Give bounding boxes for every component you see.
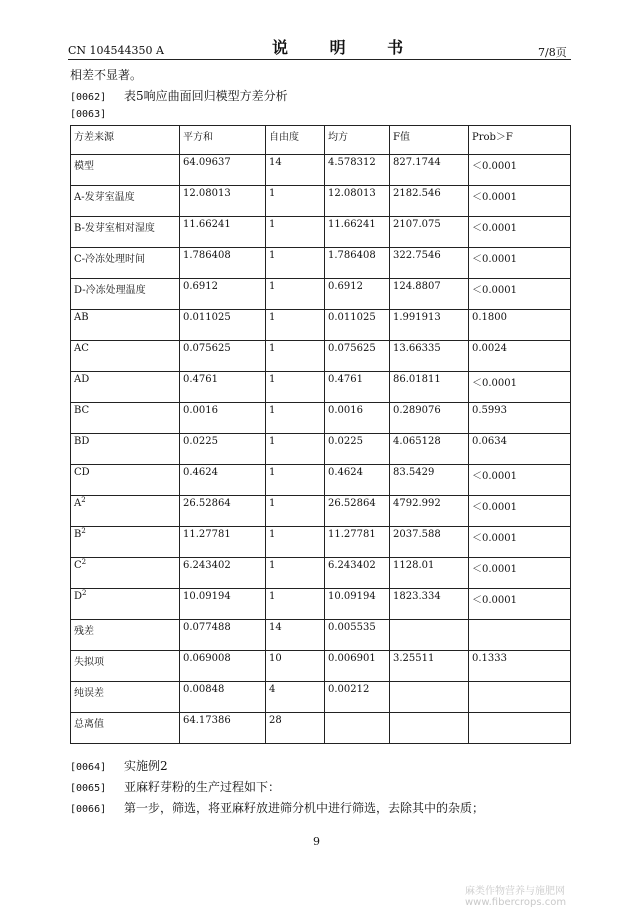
cell-degrees-of-freedom <box>266 713 325 744</box>
cell-degrees-of-freedom-text: 1 <box>269 219 276 230</box>
cell-sum-of-squares <box>180 310 266 341</box>
cell-f-value-text: 4.065128 <box>393 436 441 447</box>
cell-source <box>71 372 180 403</box>
cell-sum-of-squares-text: 0.6912 <box>183 281 218 292</box>
cell-prob-f-text: ＜0.0001 <box>472 254 517 265</box>
cell-mean-square-text: 12.08013 <box>328 188 376 199</box>
cell-source <box>71 155 180 186</box>
cell-degrees-of-freedom-text: 14 <box>269 157 282 168</box>
table-row <box>71 155 571 186</box>
cell-sum-of-squares <box>180 434 266 465</box>
cell-degrees-of-freedom <box>266 527 325 558</box>
cell-f-value <box>390 620 469 651</box>
cell-degrees-of-freedom <box>266 403 325 434</box>
cell-prob-f-text: ＜0.0001 <box>472 285 517 296</box>
cell-degrees-of-freedom <box>266 217 325 248</box>
cell-prob-f <box>469 186 571 217</box>
cell-source <box>71 341 180 372</box>
table-row <box>71 713 571 744</box>
cell-degrees-of-freedom <box>266 155 325 186</box>
cell-mean-square-text: 11.66241 <box>328 219 376 230</box>
cell-mean-square <box>325 341 390 372</box>
cell-degrees-of-freedom-text: 4 <box>269 684 276 695</box>
cell-source-text: 总离值 <box>74 719 104 730</box>
cell-source-text: 纯误差 <box>74 688 104 699</box>
cell-degrees-of-freedom <box>266 558 325 589</box>
cell-prob-f <box>469 341 571 372</box>
table-row <box>71 248 571 279</box>
cell-prob-f <box>469 155 571 186</box>
cell-degrees-of-freedom-text: 1 <box>269 343 276 354</box>
cell-sum-of-squares-text: 12.08013 <box>183 188 231 199</box>
cell-f-value-text: 86.01811 <box>393 374 441 385</box>
cell-mean-square <box>325 372 390 403</box>
cell-degrees-of-freedom-text: 1 <box>269 591 276 602</box>
cell-mean-square-text: 1.786408 <box>328 250 376 261</box>
cell-degrees-of-freedom <box>266 496 325 527</box>
page-indicator: 7/8页 <box>538 46 567 59</box>
cell-mean-square-text: 0.005535 <box>328 622 376 633</box>
cell-sum-of-squares <box>180 403 266 434</box>
cell-source <box>71 186 180 217</box>
table-row <box>71 186 571 217</box>
cell-sum-of-squares-text: 26.52864 <box>183 498 231 509</box>
cell-sum-of-squares <box>180 372 266 403</box>
cell-f-value-text: 124.8807 <box>393 281 441 292</box>
cell-prob-f-text: 0.1800 <box>472 312 507 323</box>
cell-sum-of-squares-text: 1.786408 <box>183 250 231 261</box>
paragraph-tag: [0062] <box>70 92 107 103</box>
cell-f-value-text: 0.289076 <box>393 405 441 416</box>
cell-prob-f <box>469 558 571 589</box>
cell-degrees-of-freedom <box>266 248 325 279</box>
publication-number: CN 104544350 A <box>68 44 164 57</box>
cell-sum-of-squares-text: 0.011025 <box>183 312 231 323</box>
cell-sum-of-squares-text: 0.0225 <box>183 436 218 447</box>
page-number: 9 <box>313 835 320 848</box>
paragraph-0062 <box>70 87 288 104</box>
cell-f-value <box>390 341 469 372</box>
cell-f-value <box>390 155 469 186</box>
cell-sum-of-squares-text: 0.0016 <box>183 405 218 416</box>
paragraph-tag: [0065] <box>70 783 107 794</box>
cell-source-text: D-冷冻处理温度 <box>74 285 146 296</box>
superscript: 2 <box>82 589 87 597</box>
cell-mean-square <box>325 279 390 310</box>
cell-f-value-text: 2182.546 <box>393 188 441 199</box>
cell-source-text: BD <box>74 436 90 447</box>
table-row <box>71 496 571 527</box>
cell-prob-f-text: ＜0.0001 <box>472 161 517 172</box>
cell-source-text: A-发芽室温度 <box>74 192 135 203</box>
header-prob-f: Prob＞F <box>469 126 571 155</box>
cell-prob-f-text: ＜0.0001 <box>472 595 517 606</box>
cell-sum-of-squares <box>180 651 266 682</box>
cell-source <box>71 527 180 558</box>
cell-f-value <box>390 651 469 682</box>
cell-source <box>71 496 180 527</box>
cell-mean-square <box>325 248 390 279</box>
variance-table <box>70 125 571 744</box>
cell-source <box>71 713 180 744</box>
cell-sum-of-squares <box>180 558 266 589</box>
table-header-row <box>71 126 571 155</box>
cell-f-value-text: 1.991913 <box>393 312 441 323</box>
document-title: 说 明 书 <box>272 38 422 57</box>
cell-source <box>71 589 180 620</box>
cell-mean-square <box>325 496 390 527</box>
cell-mean-square-text: 10.09194 <box>328 591 376 602</box>
cell-mean-square <box>325 434 390 465</box>
cell-sum-of-squares-text: 0.069008 <box>183 653 231 664</box>
cell-prob-f <box>469 527 571 558</box>
cell-f-value <box>390 434 469 465</box>
superscript: 2 <box>81 527 86 535</box>
cell-mean-square <box>325 682 390 713</box>
cell-f-value-text: 1823.334 <box>393 591 441 602</box>
cell-mean-square <box>325 558 390 589</box>
cell-f-value <box>390 589 469 620</box>
cell-prob-f-text: ＜0.0001 <box>472 378 517 389</box>
cell-degrees-of-freedom <box>266 372 325 403</box>
header-degrees-of-freedom: 自由度 <box>266 126 325 155</box>
cell-sum-of-squares <box>180 248 266 279</box>
table-row <box>71 372 571 403</box>
cell-degrees-of-freedom-text: 1 <box>269 405 276 416</box>
cell-f-value <box>390 248 469 279</box>
cell-f-value <box>390 217 469 248</box>
cell-mean-square-text: 11.27781 <box>328 529 376 540</box>
cell-degrees-of-freedom <box>266 310 325 341</box>
cell-f-value <box>390 527 469 558</box>
cell-degrees-of-freedom <box>266 620 325 651</box>
cell-prob-f <box>469 372 571 403</box>
cell-prob-f <box>469 217 571 248</box>
paragraph-0065 <box>70 778 280 795</box>
cell-degrees-of-freedom <box>266 651 325 682</box>
table-caption: 表5响应曲面回归模型方差分析 <box>124 89 288 103</box>
cell-degrees-of-freedom <box>266 465 325 496</box>
cell-f-value <box>390 713 469 744</box>
paragraph-text: 亚麻籽芽粉的生产过程如下： <box>124 780 281 794</box>
table-row <box>71 620 571 651</box>
cell-sum-of-squares <box>180 279 266 310</box>
paragraph-0066 <box>70 799 484 816</box>
table-row <box>71 682 571 713</box>
paragraph-tag: [0063] <box>70 109 107 120</box>
cell-prob-f <box>469 248 571 279</box>
cell-degrees-of-freedom-text: 1 <box>269 312 276 323</box>
cell-prob-f-text: ＜0.0001 <box>472 564 517 575</box>
cell-prob-f <box>469 589 571 620</box>
cell-f-value-text: 827.1744 <box>393 157 441 168</box>
table-row <box>71 279 571 310</box>
cell-prob-f <box>469 496 571 527</box>
cell-f-value <box>390 403 469 434</box>
cell-mean-square <box>325 186 390 217</box>
cell-mean-square-text: 4.578312 <box>328 157 376 168</box>
cell-source-text: 模型 <box>74 161 94 172</box>
cell-mean-square <box>325 527 390 558</box>
superscript: 2 <box>81 496 86 504</box>
cell-sum-of-squares-text: 0.4761 <box>183 374 218 385</box>
cell-prob-f <box>469 713 571 744</box>
cell-degrees-of-freedom-text: 14 <box>269 622 282 633</box>
cell-mean-square-text: 0.0016 <box>328 405 363 416</box>
cell-prob-f-text: ＜0.0001 <box>472 192 517 203</box>
cell-prob-f <box>469 310 571 341</box>
cell-mean-square <box>325 310 390 341</box>
cell-mean-square-text: 0.00212 <box>328 684 370 695</box>
cell-f-value <box>390 372 469 403</box>
cell-source <box>71 248 180 279</box>
cell-sum-of-squares <box>180 217 266 248</box>
cell-mean-square <box>325 651 390 682</box>
table-row <box>71 403 571 434</box>
header-source: 方差来源 <box>71 126 180 155</box>
cell-mean-square <box>325 589 390 620</box>
cell-sum-of-squares <box>180 341 266 372</box>
cell-f-value-text: 322.7546 <box>393 250 441 261</box>
cell-prob-f <box>469 434 571 465</box>
cell-source <box>71 620 180 651</box>
table-row <box>71 217 571 248</box>
header-sum-of-squares: 平方和 <box>180 126 266 155</box>
cell-mean-square-text: 26.52864 <box>328 498 376 509</box>
section-heading: 实施例2 <box>124 759 168 773</box>
cell-mean-square-text: 0.006901 <box>328 653 376 664</box>
cell-source-text: 失拟项 <box>74 657 104 668</box>
cell-f-value <box>390 682 469 713</box>
cell-source <box>71 217 180 248</box>
cell-sum-of-squares-text: 0.077488 <box>183 622 231 633</box>
watermark: 麻类作物营养与施肥网 www.fibercrops.com <box>465 886 567 908</box>
cell-source-text: CD <box>74 467 90 478</box>
cell-prob-f-text: ＜0.0001 <box>472 223 517 234</box>
cell-mean-square-text: 0.4761 <box>328 374 363 385</box>
header-f-value: F值 <box>390 126 469 155</box>
table-body <box>71 155 571 744</box>
header-rule <box>68 59 571 60</box>
superscript: 2 <box>81 558 87 566</box>
cell-prob-f <box>469 465 571 496</box>
table-row <box>71 651 571 682</box>
cell-sum-of-squares-text: 10.09194 <box>183 591 231 602</box>
cell-prob-f-text: ＜0.0001 <box>472 471 517 482</box>
cell-source-text: BC <box>74 405 90 416</box>
cell-degrees-of-freedom <box>266 279 325 310</box>
table-row <box>71 558 571 589</box>
cell-source-text: B <box>74 529 82 540</box>
cell-degrees-of-freedom <box>266 682 325 713</box>
intro-line: 相差不显著。 <box>70 68 143 82</box>
cell-f-value <box>390 496 469 527</box>
cell-f-value-text: 4792.992 <box>393 498 441 509</box>
cell-source <box>71 434 180 465</box>
cell-sum-of-squares-text: 11.27781 <box>183 529 231 540</box>
paragraph-text: 第一步，筛选，将亚麻籽放进筛分机中进行筛选，去除其中的杂质； <box>124 801 485 815</box>
cell-source <box>71 403 180 434</box>
cell-sum-of-squares <box>180 496 266 527</box>
cell-f-value <box>390 279 469 310</box>
cell-source-text: C <box>74 560 82 571</box>
cell-mean-square <box>325 217 390 248</box>
cell-degrees-of-freedom <box>266 186 325 217</box>
cell-prob-f <box>469 651 571 682</box>
cell-prob-f <box>469 682 571 713</box>
table-row <box>71 527 571 558</box>
cell-degrees-of-freedom-text: 1 <box>269 188 276 199</box>
cell-sum-of-squares <box>180 527 266 558</box>
cell-f-value <box>390 465 469 496</box>
cell-degrees-of-freedom-text: 1 <box>269 250 276 261</box>
cell-source <box>71 310 180 341</box>
cell-source <box>71 465 180 496</box>
cell-degrees-of-freedom-text: 1 <box>269 498 276 509</box>
cell-f-value-text: 3.25511 <box>393 653 435 664</box>
cell-mean-square <box>325 620 390 651</box>
cell-degrees-of-freedom <box>266 589 325 620</box>
paragraph-tag: [0066] <box>70 804 107 815</box>
cell-prob-f-text: 0.5993 <box>472 405 507 416</box>
header-mean-square: 均方 <box>325 126 390 155</box>
cell-degrees-of-freedom-text: 1 <box>269 529 276 540</box>
paragraph-tag: [0064] <box>70 762 107 773</box>
cell-prob-f <box>469 279 571 310</box>
cell-sum-of-squares-text: 0.075625 <box>183 343 231 354</box>
cell-prob-f-text: 0.0024 <box>472 343 507 354</box>
cell-sum-of-squares-text: 0.4624 <box>183 467 218 478</box>
cell-sum-of-squares-text: 11.66241 <box>183 219 231 230</box>
cell-f-value <box>390 310 469 341</box>
cell-mean-square-text: 6.243402 <box>328 560 376 571</box>
cell-source <box>71 558 180 589</box>
cell-degrees-of-freedom-text: 1 <box>269 436 276 447</box>
cell-mean-square <box>325 403 390 434</box>
cell-mean-square-text: 0.011025 <box>328 312 376 323</box>
paragraph-0064 <box>70 757 168 774</box>
cell-sum-of-squares <box>180 682 266 713</box>
cell-mean-square <box>325 465 390 496</box>
cell-source <box>71 279 180 310</box>
cell-sum-of-squares-text: 64.17386 <box>183 715 231 726</box>
cell-mean-square-text: 0.075625 <box>328 343 376 354</box>
table-row <box>71 341 571 372</box>
cell-source-text: D <box>74 591 83 602</box>
cell-sum-of-squares <box>180 589 266 620</box>
cell-mean-square-text: 0.0225 <box>328 436 363 447</box>
cell-f-value-text: 2107.075 <box>393 219 441 230</box>
cell-f-value <box>390 558 469 589</box>
cell-source <box>71 651 180 682</box>
cell-source-text: A <box>74 498 82 509</box>
cell-f-value-text: 13.66335 <box>393 343 441 354</box>
table-row <box>71 434 571 465</box>
cell-source-text: AC <box>74 343 89 354</box>
cell-prob-f-text: ＜0.0001 <box>472 502 517 513</box>
cell-source-text: C-冷冻处理时间 <box>74 254 146 265</box>
cell-sum-of-squares <box>180 155 266 186</box>
cell-prob-f-text: 0.0634 <box>472 436 507 447</box>
cell-source-text: AB <box>74 312 89 323</box>
cell-degrees-of-freedom-text: 1 <box>269 467 276 478</box>
cell-source <box>71 682 180 713</box>
cell-f-value <box>390 186 469 217</box>
paragraph-0063 <box>70 107 124 120</box>
cell-f-value-text: 1128.01 <box>393 560 435 571</box>
cell-source-text: 残差 <box>74 626 94 637</box>
cell-mean-square-text: 0.4624 <box>328 467 363 478</box>
cell-source-text: AD <box>74 374 90 385</box>
cell-degrees-of-freedom <box>266 341 325 372</box>
cell-prob-f <box>469 403 571 434</box>
cell-degrees-of-freedom-text: 1 <box>269 560 276 571</box>
cell-degrees-of-freedom-text: 1 <box>269 281 276 292</box>
page-header <box>0 0 639 62</box>
cell-degrees-of-freedom-text: 1 <box>269 374 276 385</box>
cell-sum-of-squares-text: 0.00848 <box>183 684 225 695</box>
cell-sum-of-squares-text: 6.243402 <box>183 560 231 571</box>
cell-sum-of-squares <box>180 465 266 496</box>
cell-f-value-text: 83.5429 <box>393 467 435 478</box>
cell-sum-of-squares <box>180 713 266 744</box>
cell-sum-of-squares-text: 64.09637 <box>183 157 231 168</box>
cell-mean-square-text: 0.6912 <box>328 281 363 292</box>
cell-degrees-of-freedom-text: 28 <box>269 715 282 726</box>
cell-mean-square <box>325 155 390 186</box>
cell-sum-of-squares <box>180 186 266 217</box>
cell-prob-f <box>469 620 571 651</box>
cell-source-text: B-发芽室相对湿度 <box>74 223 155 234</box>
cell-mean-square <box>325 713 390 744</box>
table-row <box>71 589 571 620</box>
cell-f-value-text: 2037.588 <box>393 529 441 540</box>
cell-prob-f-text: 0.1333 <box>472 653 507 664</box>
cell-prob-f-text: ＜0.0001 <box>472 533 517 544</box>
cell-degrees-of-freedom-text: 10 <box>269 653 282 664</box>
table-row <box>71 465 571 496</box>
table-row <box>71 310 571 341</box>
cell-degrees-of-freedom <box>266 434 325 465</box>
cell-sum-of-squares <box>180 620 266 651</box>
